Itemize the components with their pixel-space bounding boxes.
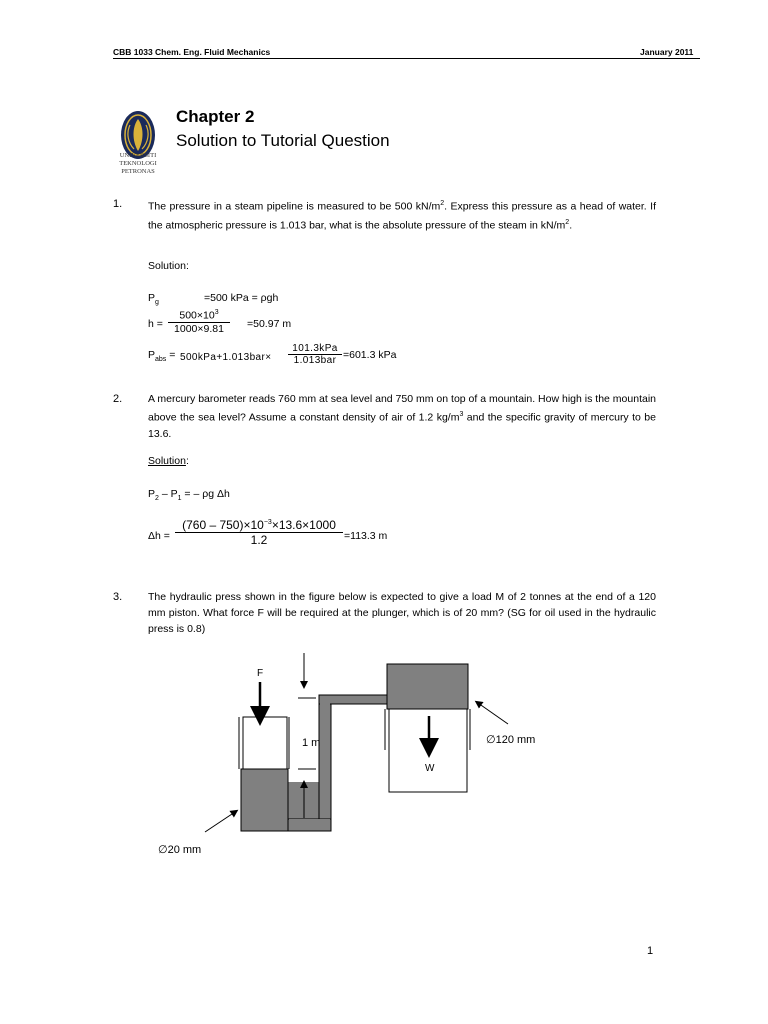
q1-number: 1.: [113, 198, 123, 210]
q1-h-fraction: $\frac{500\times 10^3}{1000\times 9.81}$: [168, 309, 230, 335]
q2-dh-fraction: $\frac{(760 - 750)\times 10^{-3}\times 13.6\times 1000}{1.2}$: [175, 518, 343, 547]
q3-number: 3.: [113, 591, 123, 603]
page-subtitle: Solution to Tutorial Question: [176, 131, 390, 150]
q2-text: A mercury barometer reads 760 mm at sea level and 750 mm on top of a mountain. How high is the mountain above the sea level? Assume a constant density of air of 1.2 $kg/m^3$ and the specific gravity of mercury to be 13.6.: [148, 393, 656, 440]
q1-pabs-label: $P_{abs}$ =: [148, 349, 176, 364]
q1-pabs-result: =601.3 kPa: [343, 349, 397, 361]
q2-dh-result: =113.3 m: [344, 530, 388, 542]
q2-eq1: $P_2 - P_1$ = – ρg Δh: [148, 488, 230, 503]
leader-20mm: [205, 812, 235, 832]
q1-text: The pressure in a steam pipeline is measured to be 500 $kN/m^2$. Express this pressure as a head of water. If the atmospheric pressure is 1.013 bar, what is the absolute pressure of the steam in $kN/m^2$.: [148, 200, 656, 231]
label-W: W: [425, 763, 435, 774]
q1-pabs-expr: 500kPa+1.013bar×: [180, 352, 272, 363]
header-course: CBB 1033 Chem. Eng. Fluid Mechanics: [113, 47, 271, 57]
page-number: 1: [647, 945, 654, 957]
university-name: UNIVERSITI TEKNOLOGI PETRONAS: [119, 152, 157, 175]
small-cylinder: [239, 717, 331, 831]
label-F: F: [257, 668, 264, 679]
header-date: January 2011: [640, 47, 694, 57]
q1-solution-label: Solution:: [148, 260, 189, 272]
q2-solution-label: Solution:: [148, 455, 189, 467]
label-d120: ∅120 mm: [486, 734, 536, 746]
q1-h-result: =50.97 m: [247, 318, 292, 330]
leader-120mm: [478, 703, 508, 724]
q3-text: The hydraulic press shown in the figure below is expected to give a load M of 2 tonnes at the end of a 120 mm piston. What force F will be required at the plunger, which is of 20 mm? (SG for oil used in the hydraulic press is 0.8): [148, 591, 656, 635]
q2-number: 2.: [113, 393, 123, 405]
q1-pabs-fraction: 101.3kPa 1.013bar: [288, 343, 342, 366]
q1-h-label: h =: [148, 318, 163, 330]
label-d20: ∅20 mm: [158, 844, 202, 856]
label-1m: 1 m: [302, 737, 321, 749]
q1-pg-eq: =500 kPa = ρgh: [204, 292, 279, 304]
q1-pg-label: $P_g$: [148, 292, 159, 307]
q2-dh-label: Δh =: [148, 530, 170, 542]
chapter-title: Chapter 2: [176, 107, 255, 126]
